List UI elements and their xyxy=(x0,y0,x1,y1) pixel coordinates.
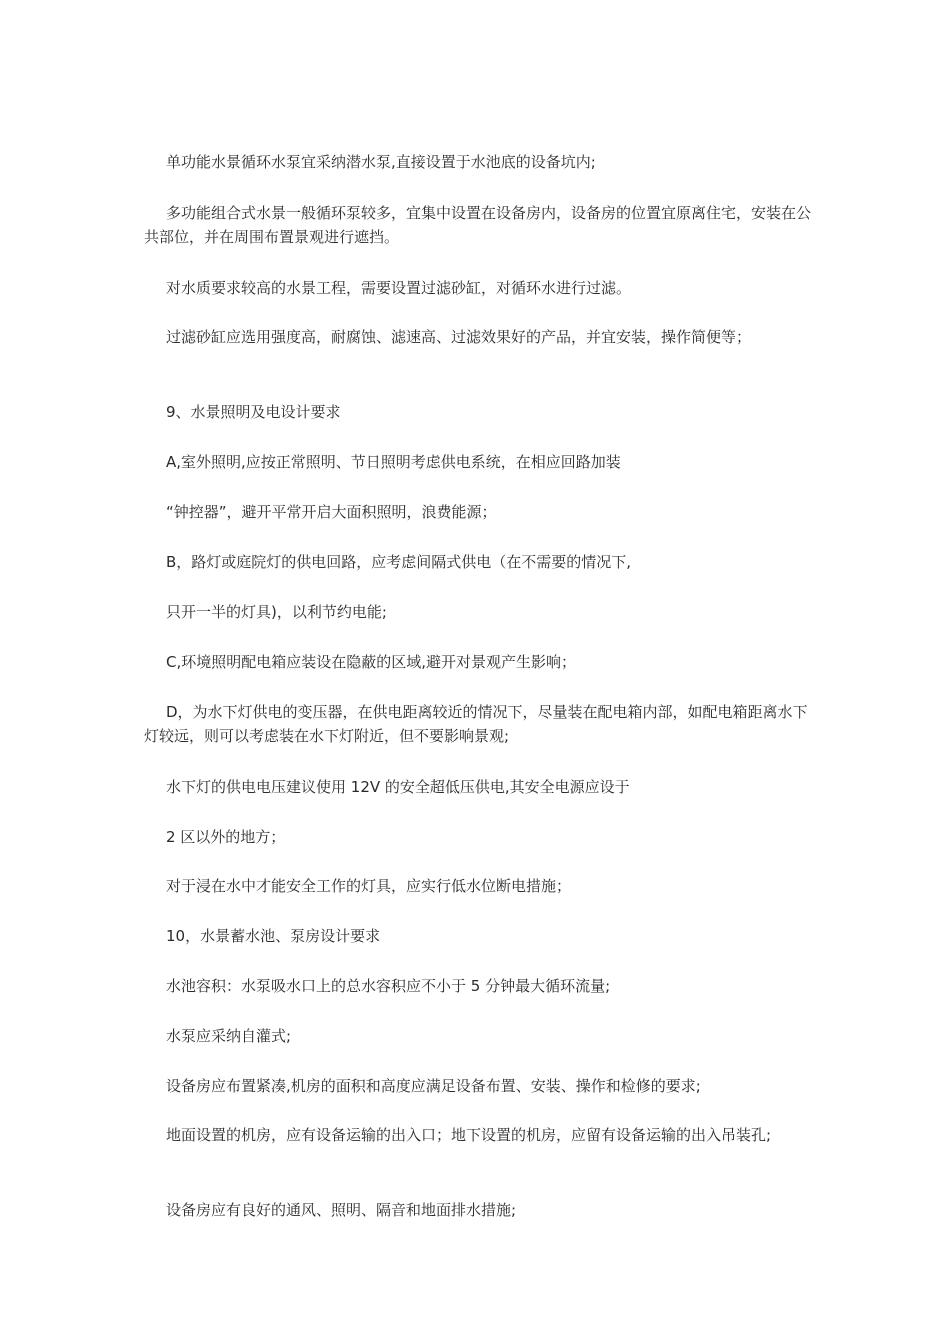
paragraph-outdoor-lighting: A,室外照明,应按正常照明、节日照明考虑供电系统，在相应回路加装 xyxy=(166,453,621,471)
paragraph-distribution-box: C,环境照明配电箱应装设在隐蔽的区域,避开对景观产生影响； xyxy=(166,653,577,671)
paragraph-access-openings: 地面设置的机房，应有设备运输的出入口；地下设置的机房，应留有设备运输的出入吊装孔; xyxy=(166,1126,772,1144)
paragraph-transformer: D，为水下灯供电的变压器，在供电距离较近的情况下，尽量装在配电箱内部，如配电箱距离水下灯较远，则可以考虑装在水下灯附近，但不要影响景观; xyxy=(144,703,808,745)
paragraph-room-layout: 设备房应布置紧凑,机房的面积和高度应满足设备布置、安装、操作和检修的要求; xyxy=(166,1077,701,1095)
paragraph-sand-filter: 过滤砂缸应选用强度高，耐腐蚀、滤速高、过滤效果好的产品，并宜安装，操作简便等； xyxy=(166,328,752,346)
paragraph-ventilation: 设备房应有良好的通风、照明、隔音和地面排水措施; xyxy=(166,1201,517,1219)
paragraph-water-quality: 对水质要求较高的水景工程，需要设置过滤砂缸，对循环水进行过滤。 xyxy=(166,279,632,297)
paragraph-clock-controller: “钟控器”，避开平常开启大面积照明，浪费能源； xyxy=(166,503,497,521)
section-heading-pool-pump-room: 10，水景蓄水池、泵房设计要求 xyxy=(166,927,381,945)
paragraph-zone-2: 2 区以外的地方； xyxy=(166,828,286,846)
paragraph-half-lamps: 只开一半的灯具)，以利节约电能; xyxy=(166,603,387,621)
paragraph-self-priming: 水泵应采纳自灌式; xyxy=(166,1027,292,1045)
paragraph-street-lamps: B，路灯或庭院灯的供电回路，应考虑间隔式供电（在不需要的情况下, xyxy=(166,553,632,571)
paragraph-pump-type: 单功能水景循环水泵宜采纳潜水泵,直接设置于水池底的设备坑内; xyxy=(166,153,596,171)
paragraph-pool-volume: 水池容积：水泵吸水口上的总水容积应不小于 5 分钟最大循环流量; xyxy=(166,977,611,995)
section-heading-lighting: 9、水景照明及电设计要求 xyxy=(166,403,341,421)
paragraph-low-water-cutoff: 对于浸在水中才能安全工作的灯具，应实行低水位断电措施； xyxy=(166,877,572,895)
paragraph-multi-function-pumps: 多功能组合式水景一般循环泵较多，宜集中设置在设备房内，设备房的位置宜原离住宅，安装在公共部位，并在周围布置景观进行遮挡。 xyxy=(144,204,812,246)
paragraph-underwater-voltage: 水下灯的供电电压建议使用 12V 的安全超低压供电,其安全电源应设于 xyxy=(166,778,630,796)
